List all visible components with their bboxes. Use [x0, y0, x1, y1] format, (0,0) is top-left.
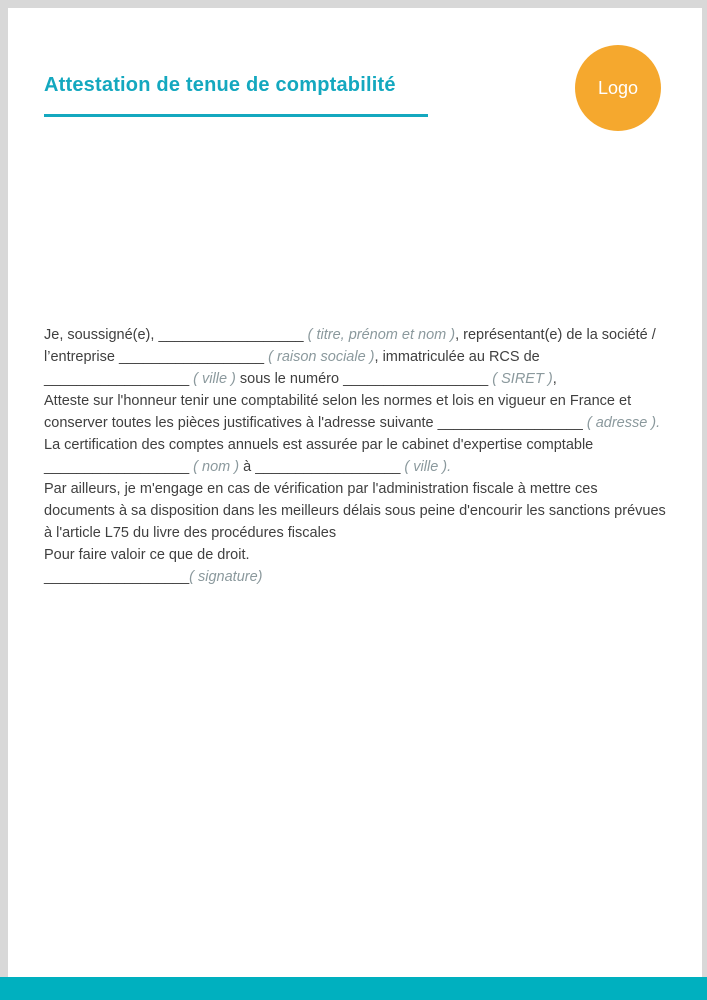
text-run: Atteste sur l'honneur tenir une comptabilité selon les normes et lois en vigueur en France et conserver toutes les pièces justificatives à l'adresse suivante	[44, 393, 632, 431]
document-page	[8, 8, 702, 977]
placeholder-hint: ( SIRET )	[488, 371, 553, 387]
placeholder-hint: ( signature)	[189, 569, 263, 585]
text-run: ,	[552, 371, 557, 387]
blank-underline: __________________	[44, 371, 190, 387]
logo-label: Logo	[597, 77, 639, 98]
placeholder-hint: ( titre, prénom et nom )	[303, 327, 456, 343]
logo-badge	[575, 45, 661, 131]
text-run: La certification des comptes annuels est assurée par le cabinet d'expertise comptable	[44, 437, 594, 453]
text-run: sous le numéro	[235, 371, 344, 387]
blank-underline: __________________	[255, 459, 401, 475]
blank-underline: __________________	[437, 415, 583, 431]
text-run: , représentant(e) de la société / l’entreprise	[44, 327, 656, 365]
placeholder-hint: ( adresse ).	[582, 415, 661, 431]
text-run: à	[239, 459, 256, 475]
placeholder-hint: ( ville ).	[400, 459, 452, 475]
text-run: , immatriculée au RCS de	[374, 349, 540, 365]
text-run: Par ailleurs, je m'engage en cas de vérification par l'administration fiscale à mettre ces documents à sa disposition dans les meilleurs délais sous peine d'encourir les sanctions prévues à l'article L75 du livre des procédures fiscales	[44, 481, 666, 541]
page-title: Attestation de tenue de comptabilité	[44, 74, 396, 96]
blank-underline: __________________	[44, 569, 190, 585]
body-paragraph	[44, 324, 668, 390]
placeholder-hint: ( raison sociale )	[264, 349, 375, 365]
placeholder-hint: ( nom )	[189, 459, 240, 475]
signature-line	[44, 566, 668, 588]
footer-bar	[0, 977, 707, 1000]
body-paragraph	[44, 478, 668, 544]
body-paragraph	[44, 390, 668, 434]
title-underline	[44, 114, 428, 117]
placeholder-hint: ( ville )	[189, 371, 236, 387]
blank-underline: __________________	[158, 327, 304, 343]
blank-underline: __________________	[44, 459, 190, 475]
closing-line: Pour faire valoir ce que de droit.	[44, 547, 250, 563]
letter-body	[44, 324, 668, 588]
blank-underline: __________________	[343, 371, 489, 387]
text-run: Je, soussigné(e),	[44, 327, 159, 343]
blank-underline: __________________	[118, 349, 265, 365]
body-paragraph	[44, 434, 668, 478]
